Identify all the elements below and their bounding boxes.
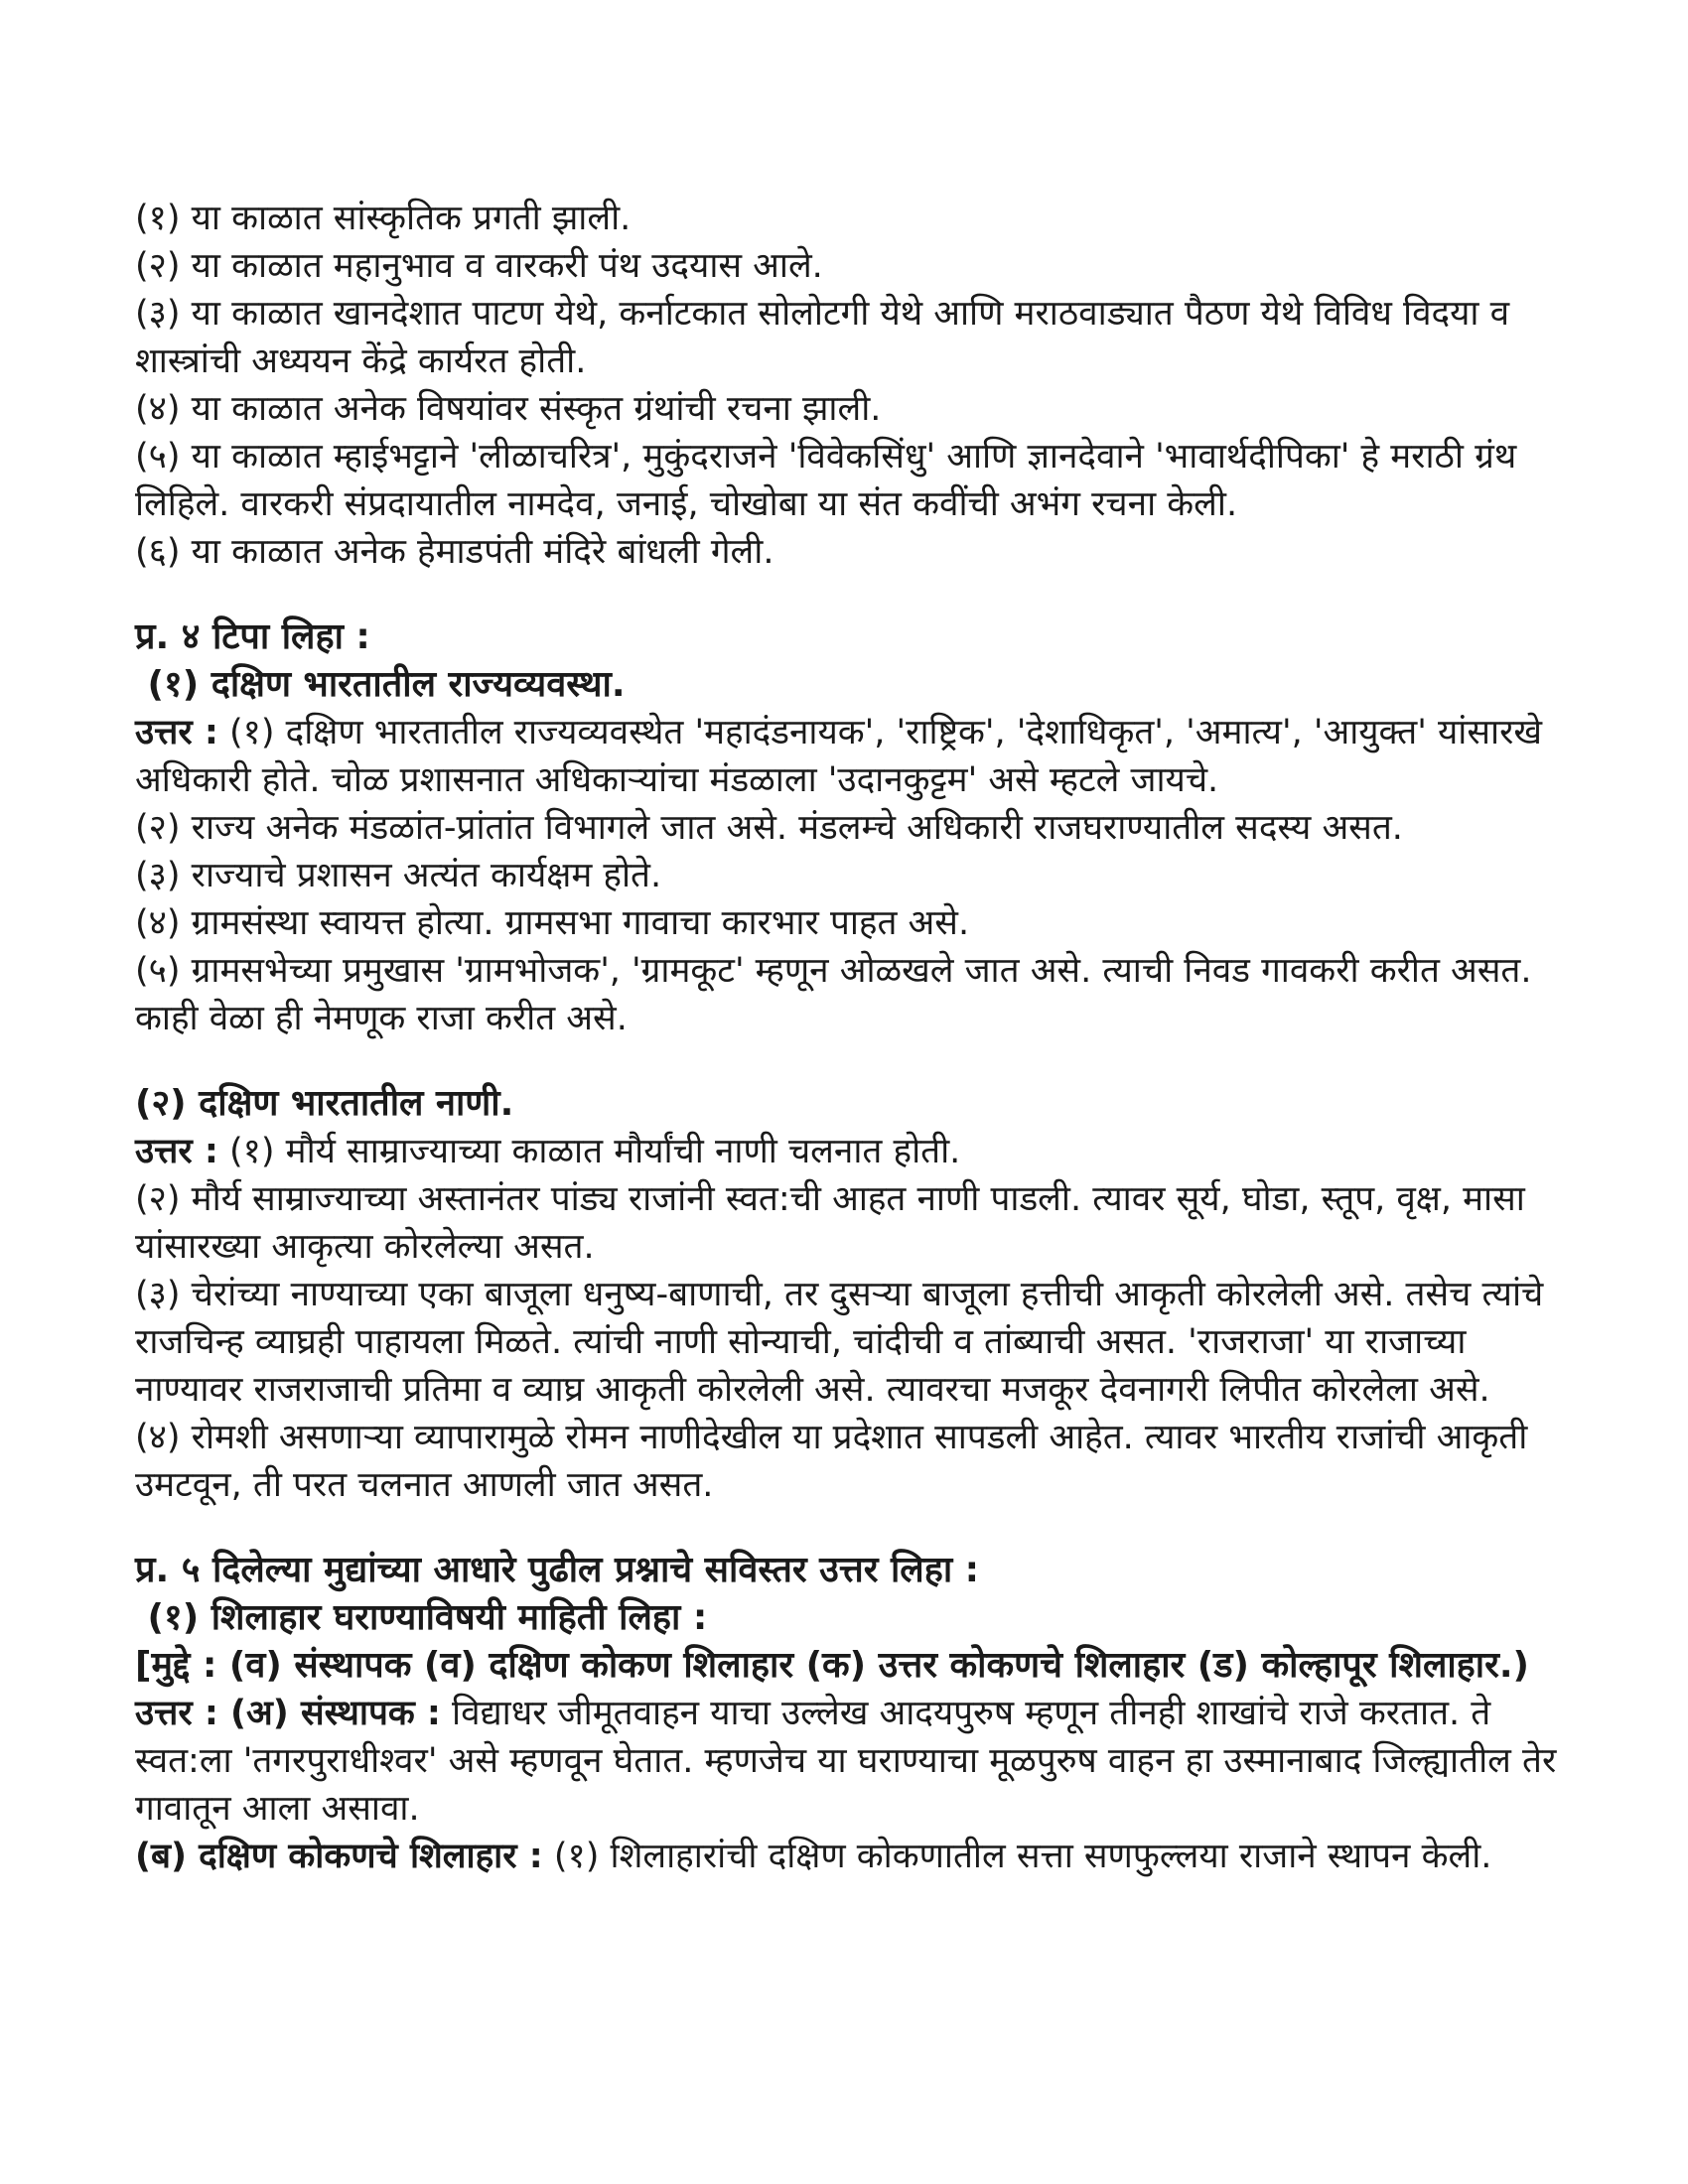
- answer-text: (१) दक्षिण भारतातील राज्यव्यवस्थेत 'महादंडनायक', 'राष्ट्रिक', 'देशाधिकृत', 'अमात्य', 'आयुक्त' यांसारखे अधिकारी होते. चोळ प्रशासनात अधिकाऱ्यांचा मंडळाला 'उदानकुट्टम' असे म्हटले जायचे.: [135, 713, 1554, 800]
- list-item: (३) चेरांच्या नाण्याच्या एका बाजूला धनुष्य-बाणाची, तर दुसऱ्या बाजूला हत्तीची आकृती कोरलेली असे. तसेच त्यांचे: [135, 1275, 1544, 1314]
- answer-text: (१) मौर्य साम्राज्याच्या काळात मौर्यांची नाणी चलनात होती.: [217, 1132, 961, 1171]
- section1-list: [135, 195, 1565, 576]
- q5-points: [मुद्दे : (व) संस्थापक (व) दक्षिण कोकण शिलाहार (क) उत्तर कोकणचे शिलाहार (ड) कोल्हापूर शिलाहार.): [135, 1645, 1529, 1686]
- answer-text: विद्याधर जीमूतवाहन याचा उल्लेख आदयपुरुष म्हणून तीनही शाखांचे राजे करतात. ते स्वत:ला 'तगरपुराधीश्वर' असे म्हणवून घेतात. म्हणजेच या घराण्याचा मूळपुरुष वाहन हा उस्मानाबाद जिल्ह्यातील तेर गावातून आला असावा.: [135, 1694, 1568, 1829]
- list-item: (४) ग्रामसंस्था स्वायत्त होत्या. ग्रामसभा गावाचा कारभार पाहत असे.: [135, 903, 970, 943]
- list-item: (४) या काळात अनेक विषयांवर संस्कृत ग्रंथांची रचना झाली.: [135, 389, 882, 429]
- answer-label: उत्तर : (अ) संस्थापक :: [135, 1694, 441, 1733]
- list-item: (२) मौर्य साम्राज्याच्या अस्तानंतर पांड्य राजांनी स्वत:ची आहत नाणी पाडली. त्यावर सूर्य, घोडा, स्तूप, वृक्ष, मासा यांसारख्या आकृत्या कोरलेल्या असत.: [135, 1179, 1536, 1267]
- question-5-title: प्र. ५ दिलेल्या मुद्यांच्या आधारे पुढील प्रश्नाचे सविस्तर उत्तर लिहा :: [135, 1550, 980, 1590]
- list-item: (२) या काळात महानुभाव व वारकरी पंथ उदयास आले.: [135, 246, 823, 286]
- question-4-title: प्र. ४ टिपा लिहा :: [135, 616, 370, 657]
- list-item: (३) राज्याचे प्रशासन अत्यंत कार्यक्षम होते.: [135, 856, 662, 895]
- answer-label: उत्तर :: [135, 713, 218, 752]
- q5-answer-b: [135, 1833, 1565, 1880]
- answer-text: (१) शिलाहारांची दक्षिण कोकणातील सत्ता सणफुल्लया राजाने स्थापन केली.: [542, 1837, 1492, 1876]
- list-item: (२) राज्य अनेक मंडळांत-प्रांतांत विभागले जात असे. मंडलम्चे अधिकारी राजघराण्यातील सदस्य असत.: [135, 808, 1403, 848]
- q5-sub1-title: (१) शिलाहार घराण्याविषयी माहिती लिहा :: [135, 1597, 708, 1638]
- q4-sub1-answer: [135, 709, 1565, 804]
- list-item: (६) या काळात अनेक हेमाडपंती मंदिरे बांधली गेली.: [135, 532, 774, 572]
- list-item: राजचिन्ह व्याघ्रही पाहायला मिळते. त्यांची नाणी सोन्याची, चांदीची व तांब्याची असत. 'राजराजा' या राजाच्या नाण्यावर राजराजाची प्रतिमा व व्याघ्र आकृती कोरलेली असे. त्यावरचा मजकूर देवनागरी लिपीत कोरलेला असे.: [135, 1322, 1490, 1410]
- answer-label: उत्तर :: [135, 1132, 218, 1171]
- q4-sub2-title: (२) दक्षिण भारतातील नाणी.: [135, 1083, 514, 1124]
- q4-sub2-answer: [135, 1128, 1565, 1175]
- q5-answer-a: [135, 1690, 1568, 1833]
- list-item: (५) या काळात म्हाईभट्टाने 'लीळाचरित्र', मुकुंदराजने 'विवेकसिंधु' आणि ज्ञानदेवाने 'भावार्थदीपिका' हे मराठी ग्रंथ लिहिले. वारकरी संप्रदायातील नामदेव, जनाई, चोखोबा या संत कवींची अभंग रचना केली.: [135, 437, 1528, 524]
- list-item: (४) रोमशी असणाऱ्या व्यापारामुळे रोमन नाणीदेखील या प्रदेशात सापडली आहेत. त्यावर भारतीय राजांची आकृती उमटवून, ती परत चलनात आणली जात असत.: [135, 1418, 1539, 1505]
- document-page: [135, 195, 1568, 1880]
- q4-sub1-title: (१) दक्षिण भारतातील राज्यव्यवस्था.: [135, 664, 626, 705]
- list-item: (१) या काळात सांस्कृतिक प्रगती झाली.: [135, 199, 632, 238]
- answer-label: (ब) दक्षिण कोकणचे शिलाहार :: [135, 1837, 543, 1876]
- list-item: (३) या काळात खानदेशात पाटण येथे, कर्नाटकात सोलोटगी येथे आणि मराठवाड्यात पैठण येथे विविध विदया व शास्त्रांची अध्ययन केंद्रे कार्यरत होती.: [135, 294, 1521, 381]
- list-item: (५) ग्रामसभेच्या प्रमुखास 'ग्रामभोजक', 'ग्रामकूट' म्हणून ओळखले जात असे. त्याची निवड गावकरी करीत असत. काही वेळा ही नेमणूक राजा करीत असे.: [135, 951, 1543, 1038]
